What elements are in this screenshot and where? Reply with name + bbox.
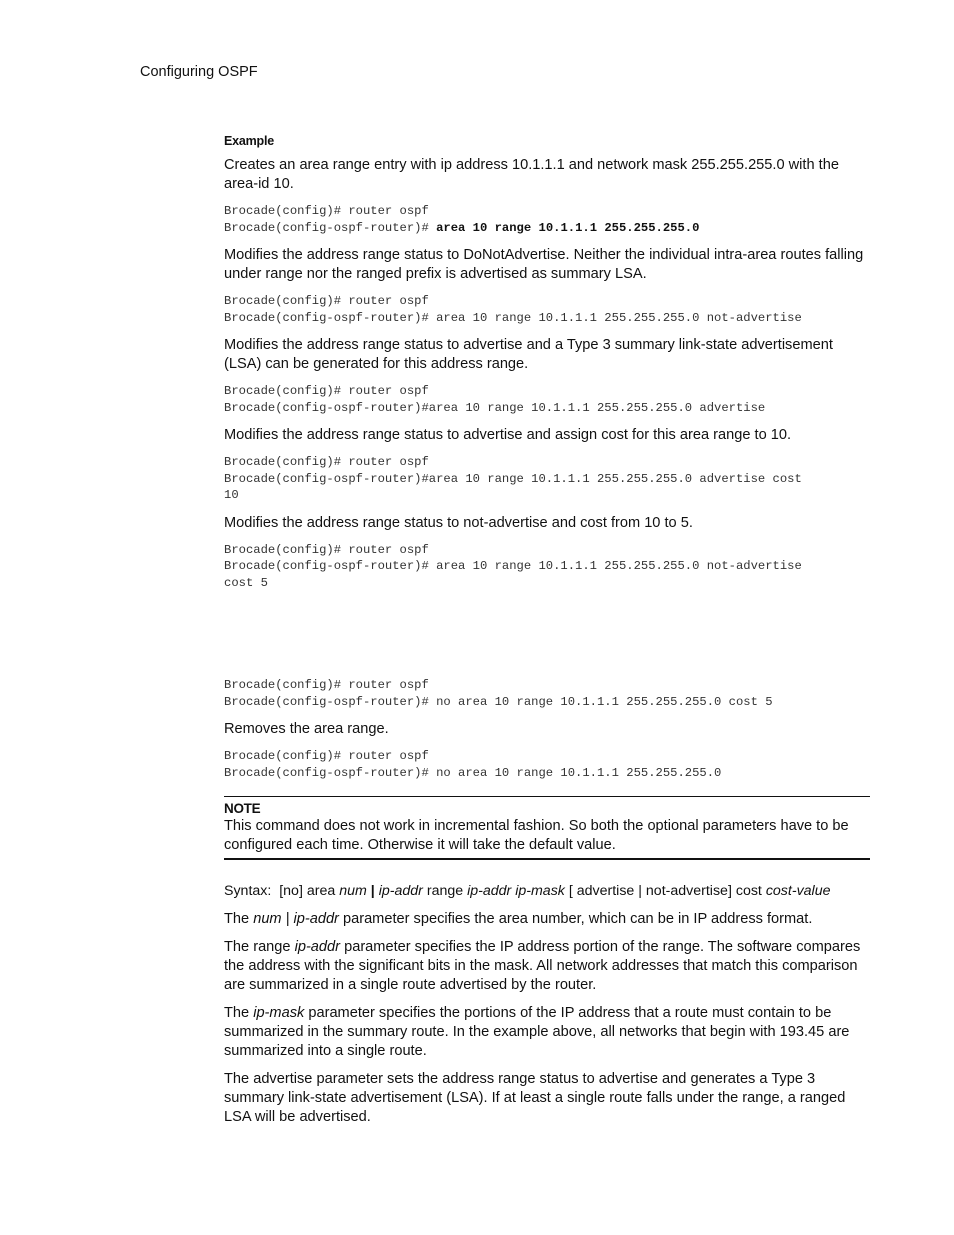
code-command-bold: area 10 range 10.1.1.1 255.255.255.0 xyxy=(436,220,700,235)
syntax-line xyxy=(224,882,870,901)
text-span: The xyxy=(224,939,254,955)
syntax-param-cost-value: cost-value xyxy=(765,883,831,899)
syntax-keyword-cost: cost xyxy=(735,883,762,899)
parameter-description xyxy=(224,938,870,995)
description-paragraph: Modifies the address range status to not-advertise and cost from 10 to 5. xyxy=(224,514,693,531)
code-block xyxy=(224,454,870,504)
code-line: Brocade(config)# router ospf xyxy=(224,384,429,398)
code-line: Brocade(config-ospf-router)# no area 10 range 10.1.1.1 255.255.255.0 xyxy=(224,765,722,780)
param-term: ip-addr xyxy=(294,939,341,955)
description-paragraph xyxy=(224,246,870,284)
code-line: Brocade(config)# router ospf xyxy=(224,455,429,469)
syntax-separator: | xyxy=(370,883,375,899)
syntax-param-num: num xyxy=(339,883,367,899)
text-span: parameter specifies the IP address portion of the range. The software compares the address with the significant bits in the mask. All network addresses that match this comparison are summarized in a single route advertised by the router. xyxy=(224,939,861,993)
syntax-param-ip-mask: ip-mask xyxy=(515,883,565,899)
parameter-description xyxy=(224,1070,870,1127)
param-keyword: range xyxy=(253,939,291,955)
code-line: Brocade(config-ospf-router)# xyxy=(224,220,437,235)
syntax-bracket: ] xyxy=(727,883,732,899)
code-line: Brocade(config-ospf-router)#area 10 range 10.1.1.1 255.255.255.0 advertise cost xyxy=(224,471,802,486)
text-span: The xyxy=(224,1005,254,1021)
text-span: The xyxy=(224,911,254,927)
code-line: Brocade(config)# router ospf xyxy=(224,749,429,763)
code-line: Brocade(config)# router ospf xyxy=(224,204,429,218)
code-line: Brocade(config)# router ospf xyxy=(224,678,429,692)
description-paragraph: Modifies the address range status to advertise and a Type 3 summary link-state advertisement (LSA) can be generated for this address range. xyxy=(224,337,833,372)
blank-space xyxy=(224,601,870,677)
syntax-bracket: [ xyxy=(279,883,284,899)
syntax-param-ip-addr: ip-addr xyxy=(467,883,512,899)
code-line: 10 xyxy=(224,488,239,502)
code-line: Brocade(config)# router ospf xyxy=(224,542,429,557)
syntax-separator: | xyxy=(638,883,642,899)
text-span: parameter specifies the area number, which can be in IP address format. xyxy=(338,911,813,927)
syntax-param-ip-addr: ip-addr xyxy=(378,883,423,899)
code-line: Brocade(config-ospf-router)# area 10 range 10.1.1.1 255.255.255.0 not-advertise xyxy=(224,559,802,573)
note-title: NOTE xyxy=(224,801,261,816)
code-line: cost 5 xyxy=(224,575,268,590)
syntax-keyword-range: range xyxy=(426,883,464,899)
note-text: This command does not work in incremental fashion. So both the optional parameters have to be configured each time. Otherwise it will take the default value. xyxy=(224,818,849,853)
parameter-description xyxy=(224,1004,870,1061)
description-paragraph: Removes the area range. xyxy=(224,721,389,737)
syntax-keyword-advertise: advertise xyxy=(576,883,635,899)
keyword: DoNotAdvertise xyxy=(463,247,566,263)
text-span: parameter specifies the portions of the IP address that a route must contain to be summarized in the summary route. In the example above, all networks that begin with 193.45 are summarized into a single route. xyxy=(224,1005,850,1059)
text-span: . Neither the individual intra-area routes falling under range nor the ranged prefix is advertised as summary LSA. xyxy=(224,247,864,282)
param-term: num | ip-addr xyxy=(253,911,339,927)
syntax-bracket: ] xyxy=(298,883,303,899)
text-span: parameter sets the address range status to advertise and generates a Type 3 summary link-state advertisement (LSA). If at least a single route falls under the range, a ranged LSA will be advertised. xyxy=(224,1071,846,1125)
code-block xyxy=(224,748,870,781)
example-heading: Example xyxy=(224,134,275,148)
parameter-description xyxy=(224,910,870,929)
syntax-keyword-area: area xyxy=(306,883,336,899)
main-content xyxy=(224,134,870,1136)
code-line: Brocade(config-ospf-router)# area 10 range 10.1.1.1 255.255.255.0 not-advertise xyxy=(224,310,802,325)
code-block xyxy=(224,542,870,592)
param-term: ip-mask xyxy=(253,1005,305,1021)
code-block xyxy=(224,203,870,236)
code-block xyxy=(224,677,870,710)
syntax-keyword-no: no xyxy=(283,883,299,899)
note-box xyxy=(224,796,870,860)
syntax-keyword-not-advertise: not-advertise xyxy=(645,883,728,899)
text-span: Modifies the address range status to xyxy=(224,247,464,263)
description-paragraph: Modifies the address range status to advertise and assign cost for this area range to 10. xyxy=(224,427,792,443)
param-keyword: advertise xyxy=(253,1071,313,1087)
code-block xyxy=(224,293,870,326)
code-block xyxy=(224,383,870,416)
section-header: Configuring OSPF xyxy=(140,64,258,80)
code-line: Brocade(config-ospf-router)# no area 10 range 10.1.1.1 255.255.255.0 cost 5 xyxy=(224,694,773,709)
code-line: Brocade(config)# router ospf xyxy=(224,294,429,308)
syntax-bracket: [ xyxy=(568,883,573,899)
description-paragraph: Creates an area range entry with ip address 10.1.1.1 and network mask 255.255.255.0 with the area-id 10. xyxy=(224,157,839,192)
syntax-label: Syntax: xyxy=(224,883,272,899)
code-line: Brocade(config-ospf-router)#area 10 range 10.1.1.1 255.255.255.0 advertise xyxy=(224,400,766,415)
text-span: The xyxy=(224,1071,254,1087)
